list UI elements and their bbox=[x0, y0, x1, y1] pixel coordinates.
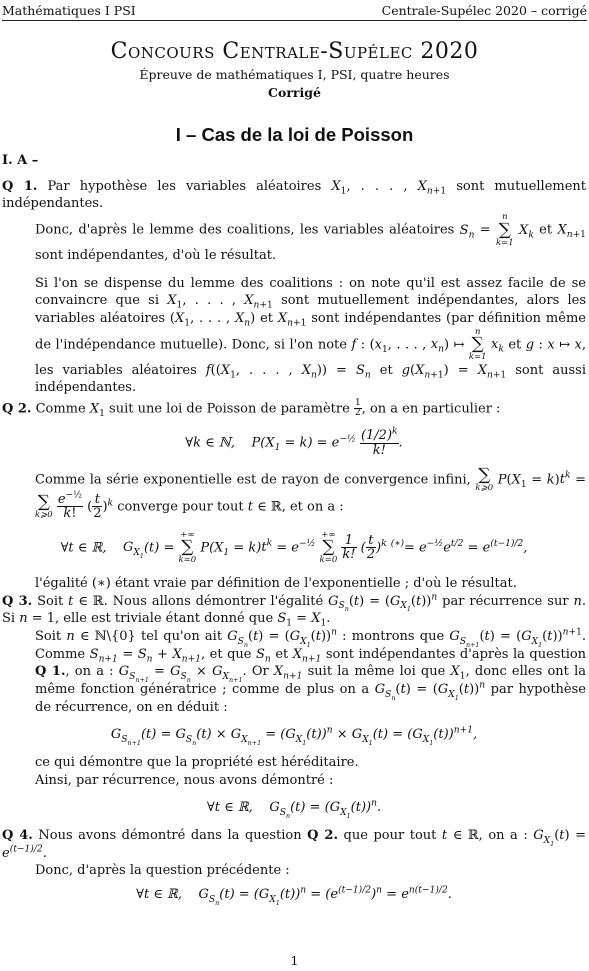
q2-poisson-equation: ∀k ∈ ℕ, $P(X_1 = k) = e^{-\frac{1}{2}}$ $\frac{(1/2)^k}{k!}$ . bbox=[185, 426, 403, 458]
q2-generating-function: ∀t ∈ ℝ, $G_{X_1}(t)$ = +∞ ∑ k=0 $P(X_1 = k)t^k = e^{-\frac{1}{2}}$ +∞ ∑ k=0 $\frac{1}{k!}$ ( $\frac{t}{2}$ )$^k$ $^{(∗)}= e^{-\frac{1}{2}}e^{t/2} = e^{(t-1)/2}$, bbox=[60, 529, 528, 566]
header-exam: Centrale-Supélec 2020 – corrigé bbox=[381, 3, 587, 18]
q3-induction: Soit n ∈ ℕ\{0} tel qu'on ait $G_{S_n}(t) = (G_{X_1}(t))^n$ : montrons que $G_{S_{n+1}}(t) = (G_{X_1}(t))^{n+1}$. Comme $S_{n+1} = S_n + X_{n+1}$, et que $S_n$ et $X_{n+1}$ sont indépendantes d'après la question Q 1., on a : $G_{S_{n+1}} = G_{S_n} \times G_{X_{n+1}}$. Or $X_{n+1}$ suit la même loi que $X_1$, donc elles ont la même fonction génératrice ; comme de plus on a $G_{S_n}(t) = (G_{X_1}(t))^n$ par hypothèse de récurrence, on en déduit : bbox=[35, 627, 587, 715]
q2-conclusion: l'égalité (∗) étant vraie par définition de l'exponentielle ; d'où le résultat. bbox=[35, 575, 517, 591]
q1-label: Q 1. bbox=[2, 178, 38, 194]
q1-paragraph: Q 1. Par hypothèse les variables aléatoires $X_1$, . . . , $X_{n+1}$ sont mutuellement indépendantes. bbox=[2, 178, 587, 212]
q4-label: Q 4. bbox=[2, 828, 33, 844]
title-block bbox=[0, 40, 589, 101]
q3-recurrence-equation: $G_{S_{n+1}}(t) = G_{S_n}(t) \times G_{X_{n+1}} = (G_{X_1}(t))^n \times G_{X_1}(t) = (G_{X_1}(t))^{n+1}$, bbox=[110, 726, 478, 747]
q2-paragraph: Q 2. Comme $X_1$ suit une loi de Poisson de paramètre $\frac{1}{2}$ , on a en particulier : bbox=[2, 398, 501, 420]
q2-label: Q 2. bbox=[2, 401, 32, 417]
running-header bbox=[2, 2, 587, 21]
q1-alternative: Si l'on se dispense du lemme des coalitions : on note qu'il est assez facile de se convaincre que si $X_1$, . . . , $X_{n+1}$ sont mutuellement indépendantes, alors les variables aléatoires ($X_1$, . . . , $X_n$) et $X_{n+1}$ sont indépendantes (par définition même de l'indépendance mutuelle). Donc, si l'on note f : ($x_1$, . . . , $x_n$) ↦ n ∑ k=1 $x_k$ et g : x ↦ x, les variables aléatoires $f((X_1$, . . . , $X_n)) = S_n$ et $g(X_{n+1}) = X_{n+1}$ sont aussi indépendantes. bbox=[35, 275, 587, 396]
q1-coalitions: Donc, d'après le lemme des coalitions, les variables aléatoires $S_n$ = n ∑ k=1 $X_k$ et $X_{n+1}$ sont indépendantes, d'où le résultat. bbox=[35, 212, 586, 264]
document-subtitle: Épreuve de mathématiques I, PSI, quatre heures bbox=[139, 67, 450, 83]
part-label: I. A – bbox=[2, 153, 39, 168]
page-number: 1 bbox=[290, 953, 299, 968]
q2-series: Comme la série exponentielle est de rayon de convergence infini, ∑ k⩾0 $P(X_1 = k)t^k$ = ∑ k⩾0 $\frac{e^{-\frac{1}{2}}}{k!}$ ( $\frac{t}{2}$ )$^k$ converge pour tout t ∈ ℝ, et on a : bbox=[35, 465, 586, 522]
document-title: Concours Centrale-Supélec 2020 bbox=[110, 39, 479, 64]
q3-conclusion: Ainsi, par récurrence, nous avons démontré : bbox=[35, 772, 334, 788]
q3-result-equation: ∀t ∈ ℝ, $G_{S_n}(t) = (G_{X_1}(t))^n$. bbox=[206, 799, 382, 820]
q3-paragraph: Q 3. Soit t ∈ ℝ. Nous allons démontrer l'égalité $G_{S_n}(t) = (G_{X_1}(t))^n$ par récurrence sur n. Si n = 1, elle est triviale étant donné que $S_1 = X_1$. bbox=[2, 592, 586, 629]
section-title: I – Cas de la loi de Poisson bbox=[175, 124, 414, 145]
q3-hereditary: ce qui démontre que la propriété est héréditaire. bbox=[35, 755, 359, 771]
q3-label: Q 3. bbox=[2, 593, 33, 609]
body-content bbox=[2, 152, 586, 914]
q4-paragraph: Q 4. Nous avons démontré dans la question Q 2. que pour tout t ∈ ℝ, on a : $G_{X_1}(t) = e^{(t-1)/2}$. bbox=[2, 828, 587, 861]
header-course: Mathématiques I PSI bbox=[2, 3, 136, 18]
corrige-label: Corrigé bbox=[268, 85, 321, 101]
q4-result-equation: ∀t ∈ ℝ, $G_{S_n}(t) = (G_{X_1}(t))^n = (e^{(t-1)/2})^n = e^{n(t-1)/2}$. bbox=[136, 885, 452, 907]
q4-previous: Donc, d'après la question précédente : bbox=[35, 863, 290, 879]
